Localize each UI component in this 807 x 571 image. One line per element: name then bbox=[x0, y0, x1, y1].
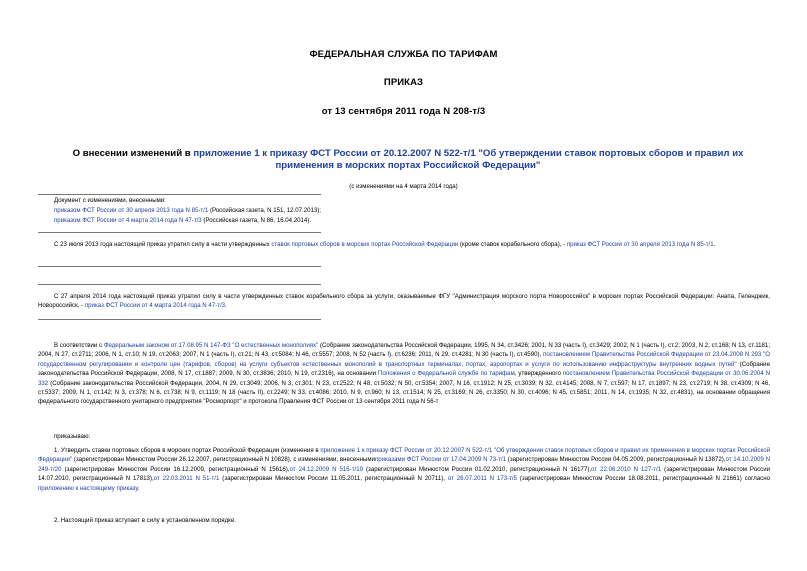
divider bbox=[38, 266, 321, 267]
divider bbox=[38, 232, 321, 233]
divider bbox=[38, 284, 321, 285]
amendment-item: приказом ФСТ России от 30 апреля 2013 года N 85-т/1 (Российская газета, N 151, 12.07.2013); bbox=[54, 207, 321, 215]
appendix-link[interactable]: приложение 1 к приказу ФСТ России от 20.12.2007 N 522-т/1 "Об утверждении ставок портовых сборов и правил их применения в морских портах Российской Федерации" bbox=[38, 447, 771, 464]
agency-title: ФЕДЕРАЛЬНАЯ СЛУЖБА ПО ТАРИФАМ bbox=[309, 49, 498, 60]
law-link[interactable]: Федеральным законом от 17.08.95 N 147-ФЗ "О естественных монополиях" bbox=[103, 342, 319, 349]
amendments-heading: Документ с изменениями, внесенными: bbox=[54, 197, 166, 204]
note-link[interactable]: ставок портовых сборов в морских портах Российской Федерации bbox=[271, 241, 459, 248]
amended-note: (с изменениями на 4 марта 2014 года) bbox=[349, 183, 458, 190]
title-prefix: О внесении изменений в bbox=[72, 148, 194, 159]
divider bbox=[38, 194, 321, 195]
order-link[interactable]: от 14.10.2009 N 249-т/20 bbox=[38, 456, 771, 473]
order-link[interactable]: от 22.06.2010 N 127-т/1 bbox=[591, 465, 662, 473]
order-link[interactable]: приказами ФСТ России от 17.04.2009 N 73-т/1 bbox=[374, 456, 507, 464]
repeal-note-1: С 23 июля 2013 года настоящий приказ утратил силу в части утвержденных ставок портовых сборов в морских портах Российской Федерации (кроме ставок корабельного сбора), - приказ ФСТ России от 30 апреля 2013 года N 85-т/1. bbox=[54, 241, 716, 248]
resolution-link[interactable]: постановлением Правительства Российской Федерации от 23.04.2008 N 293 "О государственном регулировании и контроле цен (тарифов, сборов) на услуги субъектов естественных монополий в транспортных терминалах, портах, аэропортах и услуги по использованию инфраструктуры внутренних водных путей" bbox=[38, 351, 770, 368]
regulation-link[interactable]: Положения о Федеральной службе по тарифам bbox=[378, 370, 515, 378]
order-item-1: 1. Утвердить ставки портовых сборов в морских портах Российской Федерации (изменения в приложение 1 к приказу ФСТ России от 20.12.2007 N 522-т/1 "Об утверждении ставок портовых сборов и правил их применения в морских портах Российской Федерации" (зарегистрирован Минюстом России 26.12.2007, регистрационный N 10828), с изменениями, внесеннымиприказами ФСТ России от 17.04.2009 N 73-т/1 (зарегистрирован Минюстом России 04.05.2009, регистрационный N 13872),от 14.10.2009 N 249-т/20 (зарегистрирован Минюстом России 16.12.2009, регистрационный N 15616),от 24.12.2009 N 516-т/19 (зарегистрирован Минюстом России 01.02.2010, регистрационный N 16177),от 22.06.2010 N 127-т/1 (зарегистрирован Минюстом России 14.07.2010, регистрационный N 17813),от 22.03.2011 N 51-т/1 (зарегистрирован Минюстом России 11.05.2011, регистрационный N 20711), от 26.07.2011 N 173-т/5 (зарегистрирован Минюстом России 18.08.2011, регистрационный N 21661) согласно приложению к настоящему приказу. bbox=[38, 447, 771, 492]
order-word: приказываю: bbox=[54, 433, 91, 440]
annex-link[interactable]: приложению к настоящему приказу bbox=[38, 484, 138, 492]
title-link[interactable]: приложение 1 к приказу ФСТ России от 20.12.2007 N 522-т/1 "Об утверждении ставок портовых сборов и правил их применения в морских портах Российской Федерации" bbox=[193, 148, 744, 171]
note-link[interactable]: приказ ФСТ России от 30 апреля 2013 года N 85-т/1 bbox=[566, 241, 714, 248]
order-item-2: 2. Настоящий приказ вступает в силу в установленном порядке. bbox=[54, 517, 236, 524]
divider bbox=[38, 319, 321, 320]
amendments-block bbox=[54, 196, 754, 226]
resolution-link[interactable]: постановлением Правительства Российской Федерации от 30.06.2004 N 332 bbox=[38, 370, 771, 387]
amendment-item: приказом ФСТ России от 4 марта 2014 года N 47-т/3 (Российская газета, N 86, 16.04.2014). bbox=[54, 217, 312, 225]
order-link[interactable]: от 22.03.2011 N 51-т/1 bbox=[153, 475, 220, 483]
doc-type: ПРИКАЗ bbox=[383, 77, 424, 88]
preamble-paragraph: В соответствии с Федеральным законом от 17.08.95 N 147-ФЗ "О естественных монополиях" (Собрание законодательства Российской Федерации, 1995, N 34, ст.3426; 2001, N 33 (часть I), ст.3429; 2002, N 1 (часть I), ст.2; 2003, N 2, ст.168; N 13, ст.1181; 2004, N 27, ст.2711; 2006, N 1, ст.10; N 19, ст.2063; 2007, N 1 (часть I), ст.21; N 43, ст.5084; N 46, ст.5557; 2008, N 52 (часть I), ст.6236; 2011, N 29, ст.4281; N 30 (часть I), ст.4590), постановлением Правительства Российской Федерации от 23.04.2008 N 293 "О государственном регулировании и контроле цен (тарифов, сборов) на услуги субъектов естественных монополий в транспортных терминалах, портах, аэропортах и услуги по использованию инфраструктуры внутренних водных путей" (Собрание законодательства Российской Федерации, 2008, N 17, ст.1887; 2009, N 30, ст.3836; 2010, N 19, ст.2316), на основании Положения о Федеральной службе по тарифам, утвержденного постановлением Правительства Российской Федерации от 30.06.2004 N 332 (Собрание законодательства Российской Федерации, 2004, N 29, ст.3049; 2006, N 3, ст.301; N 23, ст.2522; N 48, ст.5032; N 50, ст.5354; 2007, N 16, ст.1912; N 25, ст.3039; N 32, ст.4145; 2008, N 7, ст.597; N 17, ст.1897; N 23, ст.2719; N 38, ст.4309; N 46, ст.5337; 2009, N 1, ст.142; N 3, ст.378; N 6, ст.738; N 9, ст.1119; N 18 (часть II), ст.2249; N 33, ст.4086; 2010, N 9, ст.960; N 13, ст.1514; N 25, ст.3169; N 26, ст.3350; N 30, ст.4096; N 45, ст.5851; 2011, N 14, ст.1935; N 32, ст.4831), на основании обращения федерального государственного унитарного предприятия "Росморпорт" и протокола Правления ФСТ России от 13 сентября 2011 года N 56-т bbox=[38, 342, 771, 406]
amendment-link[interactable]: приказом ФСТ России от 30 апреля 2013 года N 85-т/1 bbox=[54, 207, 209, 215]
order-link[interactable]: от 26.07.2011 N 173-т/5 bbox=[447, 475, 518, 483]
amendment-link[interactable]: приказом ФСТ России от 4 марта 2014 года N 47-т/3 bbox=[54, 217, 202, 225]
order-link[interactable]: от 24.12.2009 N 516-т/19 bbox=[289, 465, 363, 473]
repeal-note-2: С 27 апреля 2014 года настоящий приказ утратил силу в части утвержденных ставок корабельного сбора за услуги, оказываемые ФГУ "Администрация морского порта Новороссийск" в морских портах Российской Федерации: Анапа, Геленджик, Новороссийск, - приказ ФСТ России от 4 марта 2014 года N 47-т/3. bbox=[38, 293, 770, 310]
doc-date-number: от 13 сентября 2011 года N 208-т/3 bbox=[321, 106, 486, 117]
document-title bbox=[48, 148, 768, 172]
note-link[interactable]: приказ ФСТ России от 4 марта 2014 года N 47-т/3 bbox=[84, 302, 226, 310]
